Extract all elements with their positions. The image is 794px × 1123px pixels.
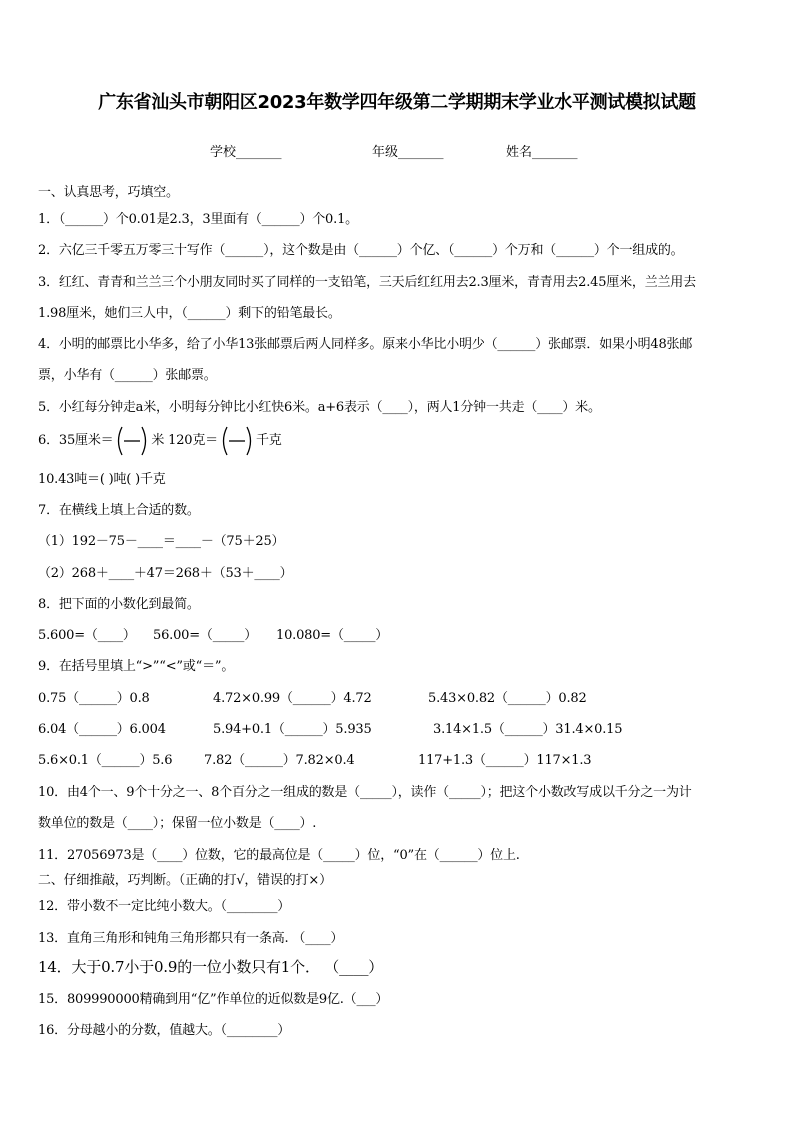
question-6-label: 6．35厘米＝ xyxy=(38,433,114,448)
section-heading-2: 二、仔细推敲，巧判断。（正确的打√，错误的打×） xyxy=(38,873,332,888)
question-1: 1．（______）个0.01是2.3，3里面有（______）个0.1。 xyxy=(38,212,358,227)
question-9-item: 5.43×0.82（______）0.82 xyxy=(428,691,587,706)
question-7-part-2: （2）268＋____＋47＝268＋（53＋____） xyxy=(38,566,293,581)
question-12: 12．带小数不一定比纯小数大。（________） xyxy=(38,899,291,914)
question-10-line-1: 10．由4个一、9个十分之一、8个百分之一组成的数是（_____），读作（_____）；把这个小数改写成以千分之一为计 xyxy=(38,785,692,800)
question-9-item: 3.14×1.5（______）31.4×0.15 xyxy=(433,722,623,737)
question-8: 8．把下面的小数化到最简。 xyxy=(38,597,200,612)
question-7: 7．在横线上填上合适的数。 xyxy=(38,503,200,518)
question-4-line-1: 4．小明的邮票比小华多，给了小华13张邮票后两人同样多。原来小华比小明少（______）张邮票．如果小明48张邮 xyxy=(38,337,693,352)
question-6-unit-1: 米 120克＝ xyxy=(151,433,218,448)
question-9-item: 6.04（______）6.004 xyxy=(38,722,166,737)
fraction-blank xyxy=(220,426,254,456)
question-9-item: 117+1.3（______）117×1.3 xyxy=(418,753,592,768)
question-11: 11．27056973是（____）位数，它的最高位是（_____）位，“0”在（______）位上. xyxy=(38,848,520,863)
question-9-item: 5.94+0.1（______）5.935 xyxy=(213,722,372,737)
question-6-part-2: 10.43吨＝( )吨( )千克 xyxy=(38,472,166,487)
question-16: 16．分母越小的分数，值越大。（________） xyxy=(38,1023,291,1038)
question-4-line-2: 票，小华有（______）张邮票。 xyxy=(38,368,217,383)
question-9-item: 0.75（______）0.8 xyxy=(38,691,150,706)
question-14: 14．大于0.7小于0.9的一位小数只有1个． （____） xyxy=(38,958,384,976)
question-2: 2．六亿三千零五万零三十写作（______），这个数是由（______）个亿、（______）个万和（______）个一组成的。 xyxy=(38,243,684,258)
question-8-item: 10.080=（_____） xyxy=(276,628,389,643)
question-8-item: 5.600=（____） xyxy=(38,628,136,643)
question-15: 15．809990000精确到用“亿”作单位的近似数是9亿.（___） xyxy=(38,992,389,1007)
question-9: 9．在括号里填上“>”“<”或“＝”。 xyxy=(38,659,235,674)
question-3-line-1: 3．红红、青青和兰兰三个小朋友同时买了同样的一支铅笔，三天后红红用去2.3厘米，青青用去2.45厘米，兰兰用去 xyxy=(38,275,696,290)
question-6-unit-2: 千克 xyxy=(255,433,282,448)
grade-field: 年级_______ xyxy=(372,145,444,160)
question-9-item: 5.6×0.1（______）5.6 xyxy=(38,753,173,768)
question-3-line-2: 1.98厘米，她们三人中，（______）剩下的铅笔最长。 xyxy=(38,306,341,321)
question-10-line-2: 数单位的数是（____）；保留一位小数是（____）. xyxy=(38,816,317,831)
question-9-item: 7.82（______）7.82×0.4 xyxy=(204,753,355,768)
question-5: 5．小红每分钟走a米，小明每分钟比小红快6米。a+6表示（____），两人1分钟一共走（____）米。 xyxy=(38,400,601,415)
question-13: 13．直角三角形和钝角三角形都只有一条高. （____） xyxy=(38,931,344,946)
question-9-item: 4.72×0.99（______）4.72 xyxy=(213,691,372,706)
section-heading-1: 一、认真思考，巧填空。 xyxy=(38,185,179,200)
question-6 xyxy=(38,425,282,457)
question-7-part-1: （1）192－75－____＝____－（75＋25） xyxy=(38,534,285,549)
question-8-item: 56.00=（_____） xyxy=(153,628,258,643)
page-title: 广东省汕头市朝阳区2023年数学四年级第二学期期末学业水平测试模拟试题 xyxy=(98,92,696,113)
name-field: 姓名_______ xyxy=(506,145,578,160)
fraction-blank xyxy=(115,426,149,456)
school-field: 学校_______ xyxy=(210,145,282,160)
